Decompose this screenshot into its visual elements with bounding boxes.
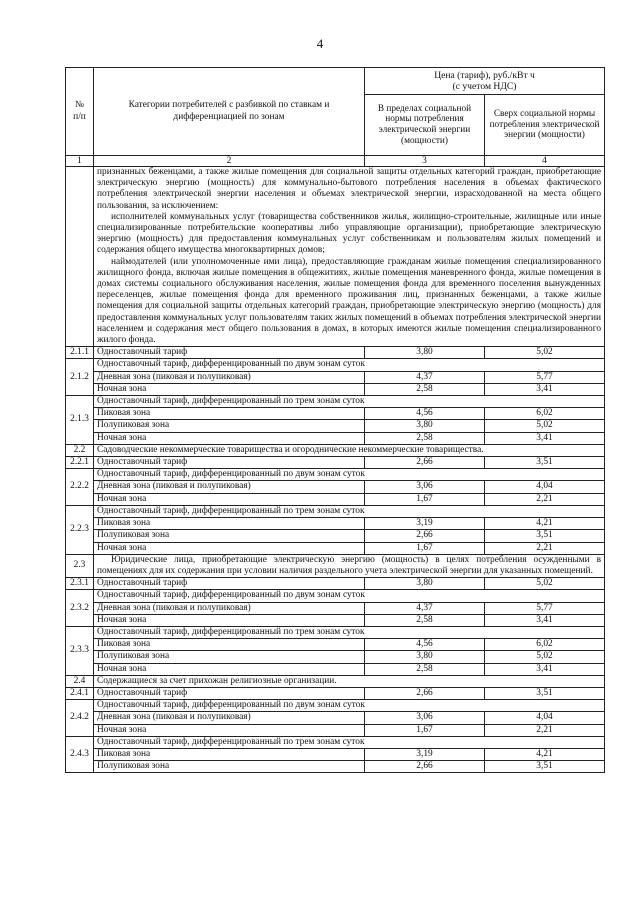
row-number: 2.3.3 [66, 626, 94, 675]
price-above: 4,21 [485, 748, 605, 760]
price-above: 4,04 [485, 481, 605, 493]
row-label: Одноставочный тариф, дифференцированный по двум зонам суток [94, 469, 605, 481]
header-number: № п/п [66, 68, 94, 156]
row-number: 2.2.3 [66, 505, 94, 554]
table-row [66, 687, 605, 699]
intro-paragraph: признанных беженцами, а также жилые помещения для социальной защиты отдельных категорий граждан, приобретающие электрическую энергию (мощность) для коммунально-бытового потребления населения в объемах фактического потребления электрической энергии населения и объемах электрической энергии, израсходованной на места общего пользования, за исключением: [97, 167, 602, 211]
intro-text [94, 167, 605, 347]
price-within: 3,06 [365, 481, 485, 493]
table-row [66, 542, 605, 554]
row-number: 2.1.3 [66, 396, 94, 445]
section-row [66, 444, 605, 456]
price-within: 3,80 [365, 651, 485, 663]
price-within: 3,19 [365, 518, 485, 530]
price-within: 1,67 [365, 542, 485, 554]
row-number: 2.2.1 [66, 457, 94, 469]
price-within: 2,58 [365, 432, 485, 444]
row-label: Полупиковая зона [94, 761, 365, 773]
intro-row [66, 167, 605, 347]
table-row [66, 590, 605, 602]
price-within: 1,67 [365, 724, 485, 736]
row-label: Полупиковая зона [94, 530, 365, 542]
price-above: 3,51 [485, 687, 605, 699]
price-above: 5,02 [485, 420, 605, 432]
intro-paragraph: исполнителей коммунальных услуг (товарищества собственников жилья, жилищно-строительные, жилищные или иные специализированные потребительские кооперативы либо управляющие организации), приобретающие электрическую энергию (мощность) для предоставления коммунальных услуг собственникам и пользователям жилых помещений и содержания общего имущества многоквартирных домов; [97, 211, 602, 256]
column-number: 3 [365, 156, 485, 167]
table-row [66, 420, 605, 432]
header-category: Категории потребителей с разбивкой по ставкам и дифференциацией по зонам [94, 68, 365, 156]
price-above: 3,41 [485, 614, 605, 626]
table-row [66, 530, 605, 542]
table-row [66, 724, 605, 736]
price-within: 1,67 [365, 493, 485, 505]
row-label: Одноставочный тариф, дифференцированный по трем зонам суток [94, 626, 605, 638]
price-above: 3,51 [485, 530, 605, 542]
price-within: 2,66 [365, 457, 485, 469]
table-row [66, 481, 605, 493]
table-row [66, 359, 605, 371]
price-above: 5,77 [485, 602, 605, 614]
price-within: 4,56 [365, 408, 485, 420]
row-label: Ночная зона [94, 724, 365, 736]
price-above: 5,02 [485, 578, 605, 590]
price-above: 2,21 [485, 493, 605, 505]
column-number: 4 [485, 156, 605, 167]
row-label: Ночная зона [94, 432, 365, 444]
price-above: 6,02 [485, 639, 605, 651]
price-above: 3,41 [485, 383, 605, 395]
row-label: Одноставочный тариф [94, 687, 365, 699]
row-label: Ночная зона [94, 542, 365, 554]
price-above: 4,21 [485, 518, 605, 530]
column-numbers-row [66, 156, 605, 167]
row-number: 2.3.1 [66, 578, 94, 590]
row-number: 2.1.2 [66, 359, 94, 396]
table-row [66, 347, 605, 359]
table-row [66, 518, 605, 530]
row-label: Одноставочный тариф [94, 347, 365, 359]
header-price: Цена (тариф), руб./кВт ч (с учетом НДС) [365, 68, 605, 95]
section-number: 2.3 [66, 554, 94, 577]
price-above: 4,04 [485, 712, 605, 724]
price-within: 3,06 [365, 712, 485, 724]
price-within: 2,58 [365, 663, 485, 675]
price-above: 2,21 [485, 724, 605, 736]
row-label: Дневная зона (пиковая и полупиковая) [94, 371, 365, 383]
row-label: Одноставочный тариф, дифференцированный по двум зонам суток [94, 359, 605, 371]
table-row [66, 761, 605, 773]
price-above: 3,51 [485, 761, 605, 773]
table-row [66, 748, 605, 760]
row-number: 2.4.3 [66, 736, 94, 773]
price-within: 3,80 [365, 420, 485, 432]
row-label: Полупиковая зона [94, 651, 365, 663]
price-above: 3,51 [485, 457, 605, 469]
price-within: 3,80 [365, 347, 485, 359]
table-row [66, 602, 605, 614]
row-number: 2.4.2 [66, 700, 94, 737]
row-label: Ночная зона [94, 663, 365, 675]
section-row [66, 554, 605, 577]
row-number: 2.3.2 [66, 590, 94, 627]
price-above: 6,02 [485, 408, 605, 420]
row-label: Дневная зона (пиковая и полупиковая) [94, 602, 365, 614]
row-label: Полупиковая зона [94, 420, 365, 432]
table-row [66, 712, 605, 724]
table-row [66, 457, 605, 469]
row-label: Ночная зона [94, 493, 365, 505]
table-row [66, 651, 605, 663]
price-within: 4,56 [365, 639, 485, 651]
price-within: 2,58 [365, 614, 485, 626]
intro-paragraph: наймодателей (или уполномоченные ими лица), предоставляющие гражданам жилые помещения специализированного жилищного фонда, включая жилые помещения в общежитиях, жилые помещения маневренного фонда, жилые помещения в домах системы социального обслуживания населения, жилые помещения фонда для временного поселения вынужденных переселенцев, жилые помещения фонда для временного проживания лиц, признанных беженцами, а также жилые помещения для социальной защиты отдельных категорий граждан, приобретающие электрическую энергию (мощность) для предоставления коммунальных услуг пользователям таких жилых помещений в объемах потребления электрической энергии населением и содержания мест общего пользования в домах, в которых имеются жилые помещения специализированного жилого фонда. [97, 256, 602, 346]
row-label: Одноставочный тариф, дифференцированный по двум зонам суток [94, 700, 605, 712]
row-label: Дневная зона (пиковая и полупиковая) [94, 712, 365, 724]
section-title: Содержащиеся за счет прихожан религиозные организации. [94, 675, 605, 687]
row-number: 2.2.2 [66, 469, 94, 506]
price-above: 3,41 [485, 663, 605, 675]
table-row [66, 396, 605, 408]
row-label: Одноставочный тариф [94, 578, 365, 590]
table-row [66, 383, 605, 395]
price-above: 5,77 [485, 371, 605, 383]
price-within: 2,66 [365, 530, 485, 542]
header-above-norm: Сверх социальной нормы потребления электрической энергии (мощности) [485, 95, 605, 156]
price-above: 2,21 [485, 542, 605, 554]
price-within: 4,37 [365, 602, 485, 614]
table-row [66, 736, 605, 748]
section-number: 2.2 [66, 444, 94, 456]
column-number: 2 [94, 156, 365, 167]
price-above: 5,02 [485, 651, 605, 663]
price-above: 3,41 [485, 432, 605, 444]
price-within: 2,58 [365, 383, 485, 395]
row-label: Дневная зона (пиковая и полупиковая) [94, 481, 365, 493]
section-title: Юридические лица, приобретающие электрическую энергию (мощность) в целях потребления осужденными в помещениях для их содержания при условии наличия раздельного учета электрической энергии для указанных помещений. [94, 554, 605, 577]
header-within-norm: В пределах социальной нормы потребления электрической энергии (мощности) [365, 95, 485, 156]
section-row [66, 675, 605, 687]
row-label: Одноставочный тариф [94, 457, 365, 469]
price-within: 4,37 [365, 371, 485, 383]
row-number: 2.4.1 [66, 687, 94, 699]
table-row [66, 371, 605, 383]
section-number: 2.4 [66, 675, 94, 687]
table-row [66, 578, 605, 590]
table-row [66, 432, 605, 444]
price-within: 2,66 [365, 761, 485, 773]
table-row [66, 663, 605, 675]
row-label: Одноставочный тариф, дифференцированный по трем зонам суток [94, 505, 605, 517]
row-label: Ночная зона [94, 614, 365, 626]
row-number: 2.1.1 [66, 347, 94, 359]
row-label: Ночная зона [94, 383, 365, 395]
table-row [66, 505, 605, 517]
table-row [66, 493, 605, 505]
table-row [66, 626, 605, 638]
row-label: Одноставочный тариф, дифференцированный по трем зонам суток [94, 736, 605, 748]
table-row [66, 700, 605, 712]
row-label: Одноставочный тариф, дифференцированный по трем зонам суток [94, 396, 605, 408]
row-label: Пиковая зона [94, 408, 365, 420]
price-above: 5,02 [485, 347, 605, 359]
table-row [66, 639, 605, 651]
table-row [66, 469, 605, 481]
row-label: Пиковая зона [94, 518, 365, 530]
price-within: 2,66 [365, 687, 485, 699]
row-label: Пиковая зона [94, 639, 365, 651]
row-label: Одноставочный тариф, дифференцированный по двум зонам суток [94, 590, 605, 602]
table-row [66, 614, 605, 626]
price-within: 3,80 [365, 578, 485, 590]
page-number: 4 [316, 36, 324, 51]
price-within: 3,19 [365, 748, 485, 760]
row-label: Пиковая зона [94, 748, 365, 760]
tariff-table [65, 67, 605, 773]
column-number: 1 [66, 156, 94, 167]
table-row [66, 408, 605, 420]
section-title: Садоводческие некоммерческие товарищества и огороднические некоммерческие товарищества. [94, 444, 605, 456]
